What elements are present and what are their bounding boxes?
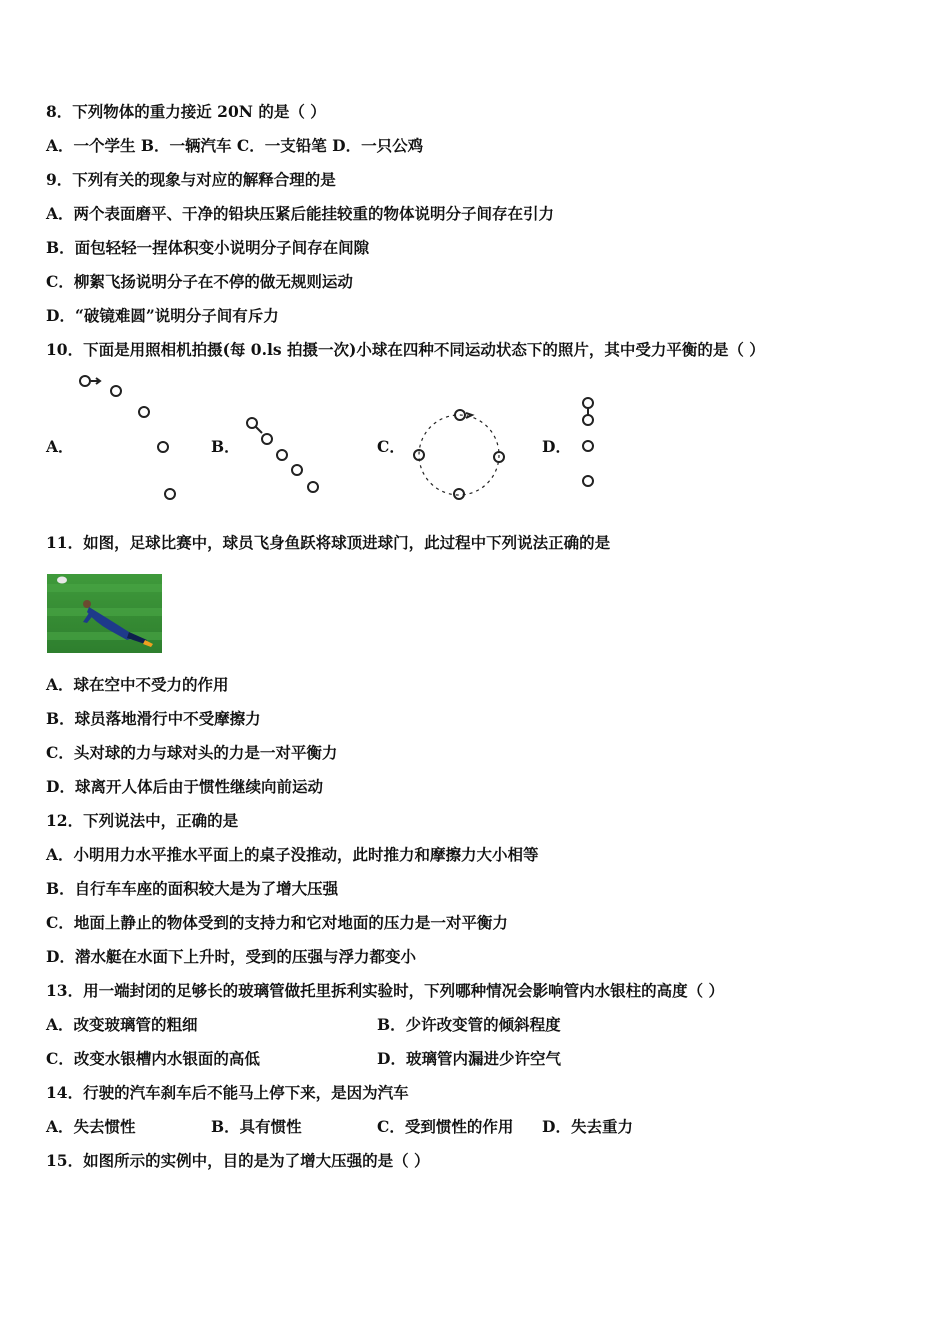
q13-stem: 13．用一端封闭的足够长的玻璃管做托里拆利实验时，下列哪种情况会影响管内水银柱的高度（ ） bbox=[46, 981, 724, 1000]
q13-option-d: D．玻璃管内漏进少许空气 bbox=[377, 1049, 561, 1068]
q10-label-b: B． bbox=[211, 437, 240, 456]
figure-d-balls bbox=[583, 398, 593, 486]
q11-option-d: D．球离开人体后由于惯性继续向前运动 bbox=[46, 777, 323, 796]
q9-option-d: D．“破镜难圆”说明分子间有斥力 bbox=[46, 306, 279, 325]
q14-option-d: D．失去重力 bbox=[542, 1117, 633, 1136]
q12-option-c: C．地面上静止的物体受到的支持力和它对地面的压力是一对平衡力 bbox=[46, 913, 508, 932]
q13-option-a: A．改变玻璃管的粗细 bbox=[46, 1015, 198, 1034]
q10-stem: 10．下面是用照相机拍摄(每 0.ls 拍摄一次)小球在四种不同运动状态下的照片，其中受力平衡的是（ ） bbox=[46, 340, 765, 359]
q11-option-a: A．球在空中不受力的作用 bbox=[46, 675, 229, 694]
q11-stem: 11．如图，足球比赛中，球员飞身鱼跃将球顶进球门，此过程中下列说法正确的是 bbox=[46, 533, 611, 552]
q11-option-c: C．头对球的力与球对头的力是一对平衡力 bbox=[46, 743, 338, 762]
soccer-header-photo bbox=[47, 574, 162, 653]
q10-label-c: C． bbox=[377, 437, 405, 456]
figure-a-balls bbox=[80, 376, 175, 499]
q11-option-b: B．球员落地滑行中不受摩擦力 bbox=[46, 709, 261, 728]
q13-option-c: C．改变水银槽内水银面的高低 bbox=[46, 1049, 260, 1068]
q8-options: A．一个学生 B．一辆汽车 C．一支铅笔 D．一只公鸡 bbox=[46, 136, 424, 155]
q13-option-b: B．少许改变管的倾斜程度 bbox=[377, 1015, 561, 1034]
q12-option-d: D．潜水艇在水面下上升时，受到的压强与浮力都变小 bbox=[46, 947, 416, 966]
q12-option-a: A．小明用力水平推水平面上的桌子没推动，此时推力和摩擦力大小相等 bbox=[46, 845, 539, 864]
q9-option-b: B．面包轻轻一捏体积变小说明分子间存在间隙 bbox=[46, 238, 370, 257]
q9-stem: 9．下列有关的现象与对应的解释合理的是 bbox=[46, 170, 336, 189]
q14-option-b: B．具有惯性 bbox=[211, 1117, 302, 1136]
q9-option-a: A．两个表面磨平、干净的铅块压紧后能挂较重的物体说明分子间存在引力 bbox=[46, 204, 555, 223]
q15-stem: 15．如图所示的实例中，目的是为了增大压强的是（ ） bbox=[46, 1151, 430, 1170]
q14-stem: 14．行驶的汽车刹车后不能马上停下来，是因为汽车 bbox=[46, 1083, 409, 1102]
figure-b-balls bbox=[247, 418, 318, 492]
q10-label-d: D． bbox=[542, 437, 571, 456]
q8-stem: 8．下列物体的重力接近 20N 的是（ ） bbox=[46, 102, 326, 121]
figure-c-balls bbox=[414, 410, 504, 499]
q14-option-a: A．失去惯性 bbox=[46, 1117, 136, 1136]
q9-option-c: C．柳絮飞扬说明分子在不停的做无规则运动 bbox=[46, 272, 353, 291]
q14-option-c: C．受到惯性的作用 bbox=[377, 1117, 514, 1136]
q10-motion-figures bbox=[0, 0, 950, 520]
q10-label-a: A． bbox=[46, 437, 74, 456]
q12-option-b: B．自行车车座的面积较大是为了增大压强 bbox=[46, 879, 339, 898]
q12-stem: 12．下列说法中，正确的是 bbox=[46, 811, 239, 830]
